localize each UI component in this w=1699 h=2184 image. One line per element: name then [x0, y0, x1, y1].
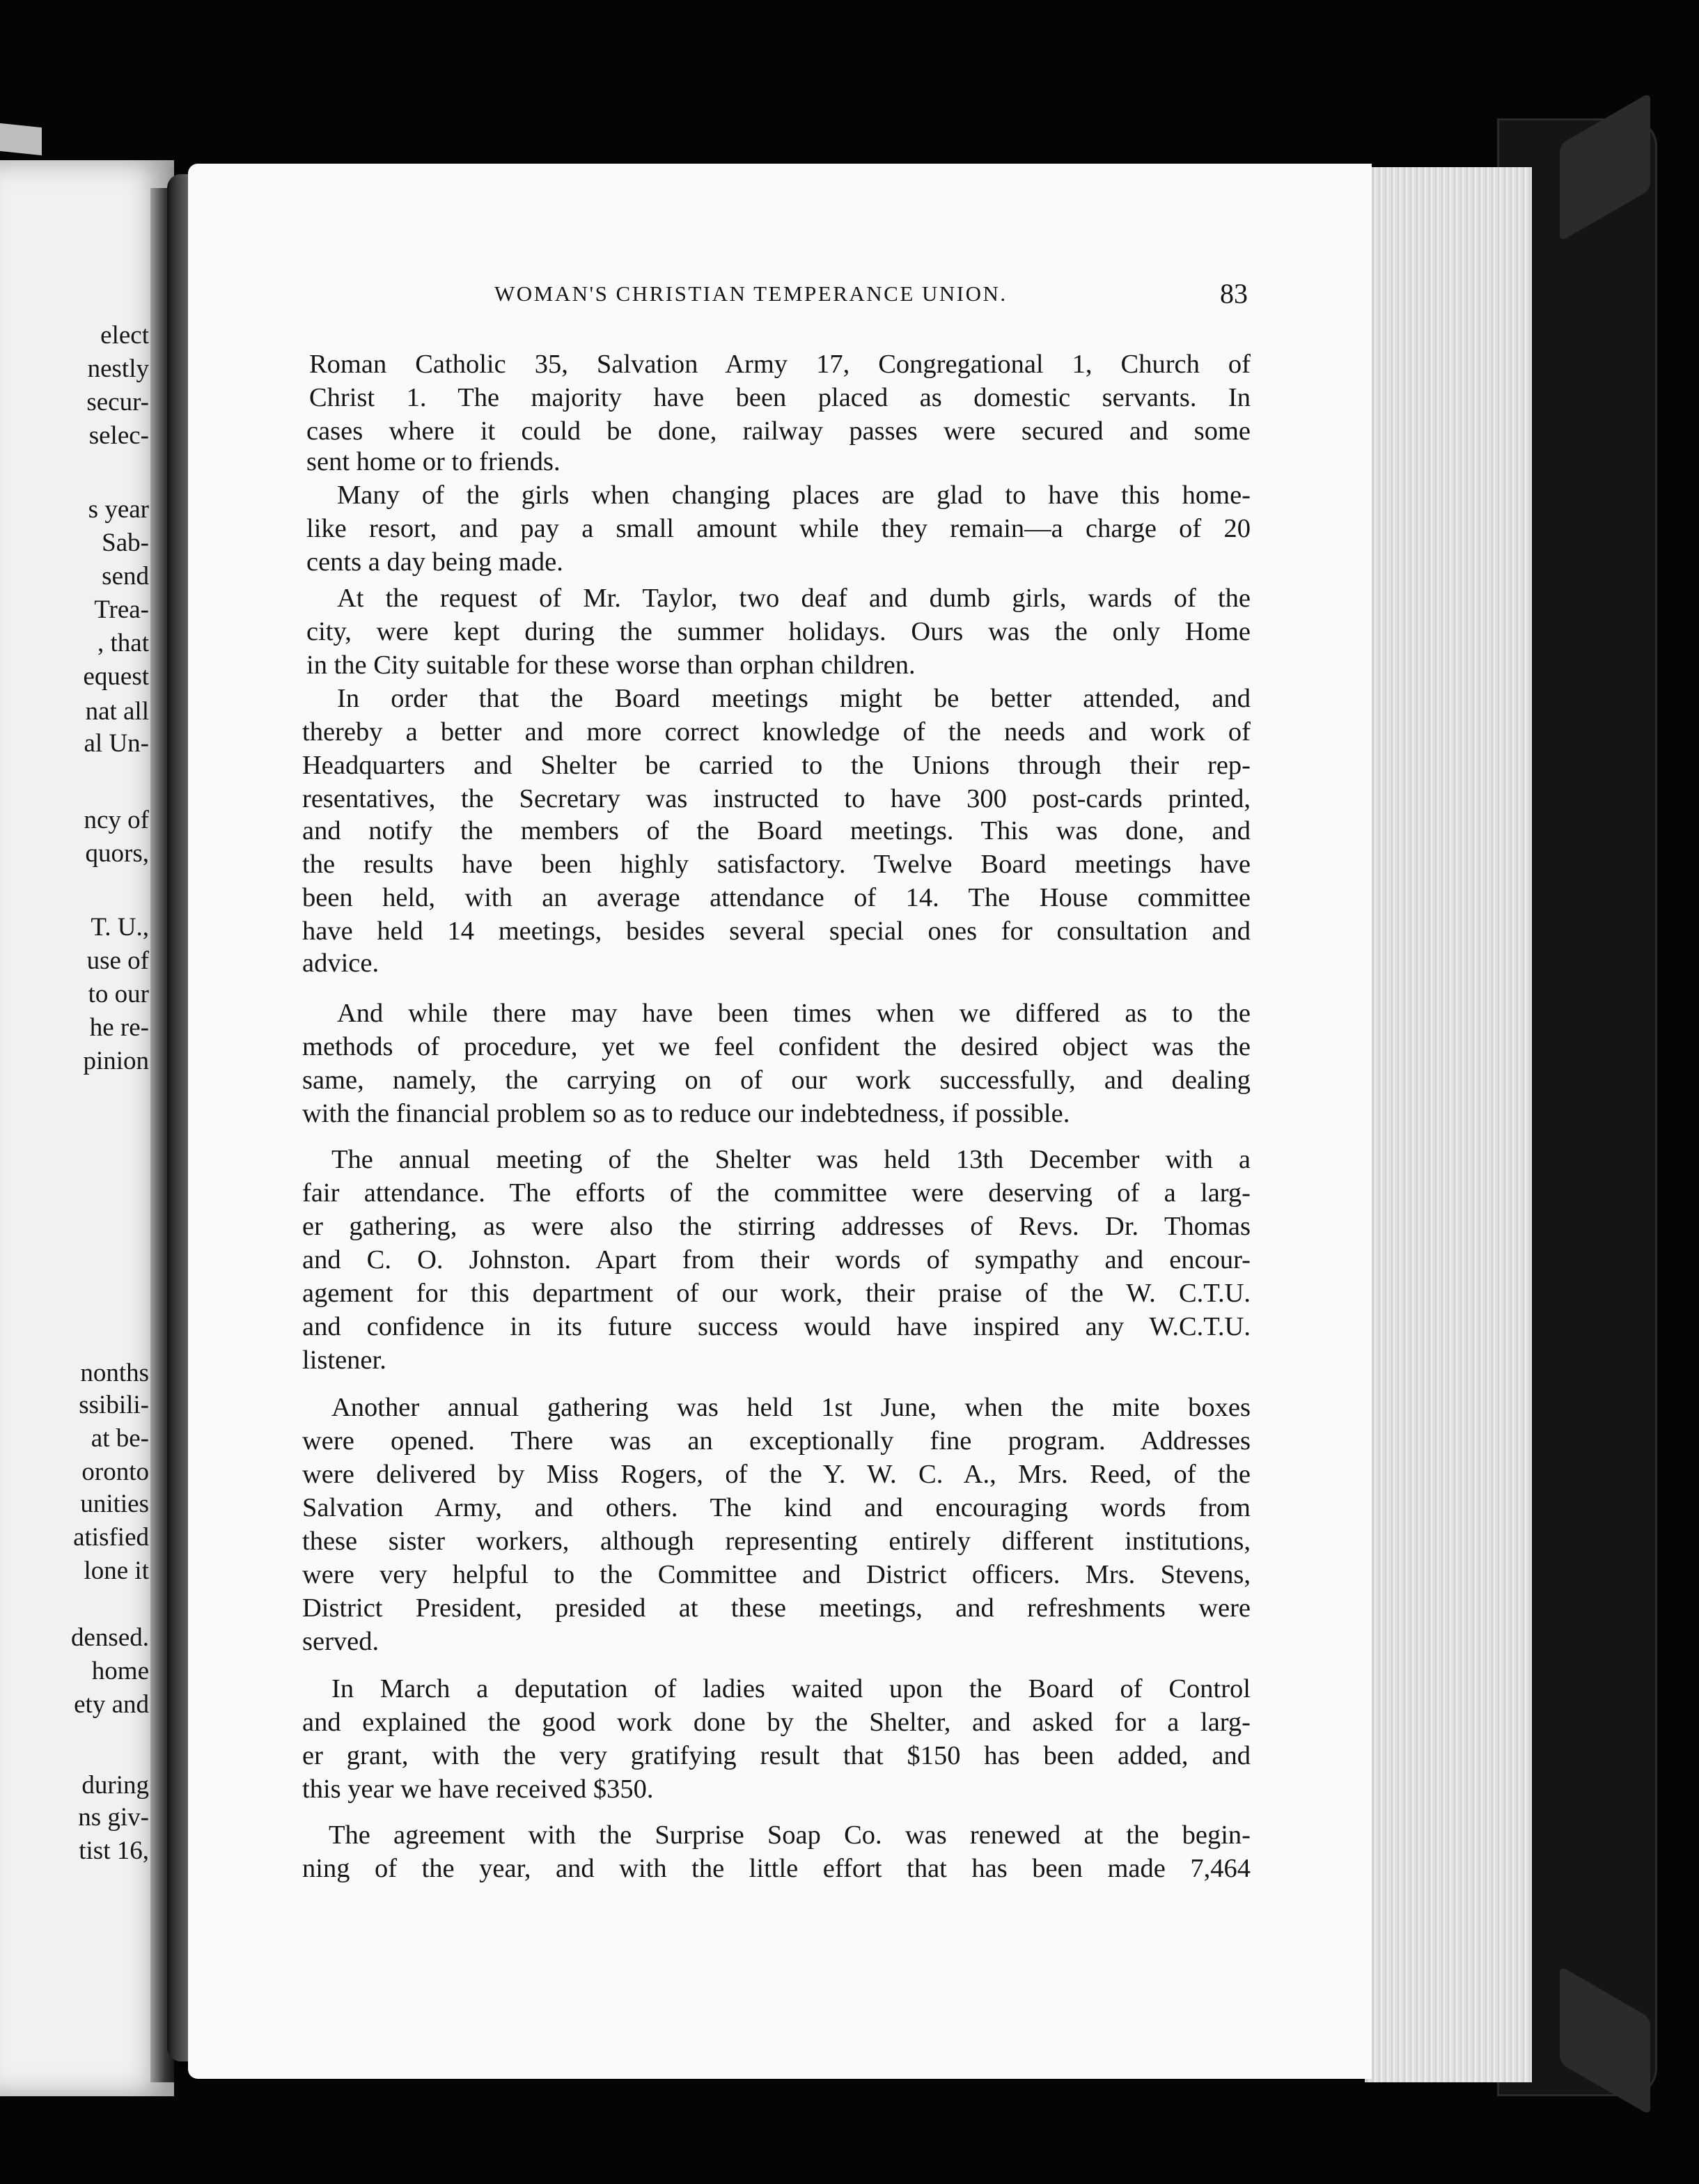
text-line: ning of the year, and with the little effort that has been made 7,464	[302, 1854, 1251, 1883]
text-line: listener.	[302, 1346, 386, 1375]
facing-page-line: , that	[97, 629, 149, 657]
text-line: er grant, with the very gratifying result that $150 has been added, and	[302, 1741, 1251, 1770]
text-line: cents a day being made.	[306, 547, 563, 577]
text-line: city, were kept during the summer holidays. Ours was the only Home	[306, 617, 1251, 646]
text-line: in the City suitable for these worse than orphan children.	[306, 650, 916, 680]
facing-page-line: ns giv-	[78, 1803, 149, 1832]
facing-page-line: densed.	[71, 1623, 149, 1652]
facing-page-line: use of	[86, 946, 149, 975]
page-number: 83	[1220, 278, 1248, 309]
text-line: and notify the members of the Board meetings. This was done, and	[302, 816, 1251, 845]
text-line: Another annual gathering was held 1st June, when the mite boxes	[331, 1393, 1251, 1422]
facing-page-line: s year	[88, 495, 149, 524]
text-line: sent home or to friends.	[306, 447, 561, 476]
text-line: cases where it could be done, railway passes were secured and some	[306, 416, 1251, 446]
text-line: In order that the Board meetings might be better attended, and	[337, 684, 1251, 713]
facing-page-line: home	[91, 1657, 149, 1685]
facing-page-line: al Un-	[84, 729, 149, 758]
facing-page-line: quors,	[85, 839, 149, 868]
text-line: served.	[302, 1627, 379, 1656]
text-line: thereby a better and more correct knowledge of the needs and work of	[302, 717, 1251, 747]
facing-page-line: send	[102, 562, 149, 591]
facing-page-line: atisfied	[73, 1523, 149, 1552]
text-line: Salvation Army, and others. The kind and encouraging words from	[302, 1493, 1251, 1522]
facing-page-line: pinion	[83, 1047, 149, 1075]
facing-page-line: oronto	[81, 1458, 149, 1486]
text-line: er gathering, as were also the stirring addresses of Revs. Dr. Thomas	[302, 1212, 1251, 1241]
facing-page-line: tist 16,	[79, 1836, 149, 1865]
text-line: same, namely, the carrying on of our work successfully, and dealing	[302, 1066, 1251, 1095]
facing-page-line: T. U.,	[91, 913, 149, 942]
text-line: and confidence in its future success would have inspired any W.C.T.U.	[302, 1312, 1251, 1341]
text-line: resentatives, the Secretary was instructed to have 300 post-cards printed,	[302, 784, 1251, 813]
text-line: were delivered by Miss Rogers, of the Y. W. C. A., Mrs. Reed, of the	[302, 1460, 1251, 1489]
facing-page-line: Trea-	[94, 595, 149, 624]
text-line: the results have been highly satisfactory. Twelve Board meetings have	[302, 850, 1251, 879]
facing-page-line: ncy of	[84, 806, 149, 834]
facing-page-line: at be-	[91, 1424, 149, 1453]
facing-page-line: secur-	[86, 388, 149, 416]
facing-page-line: ssibili-	[79, 1391, 149, 1419]
facing-page-line: ety and	[74, 1690, 149, 1719]
facing-page-line: he re-	[89, 1013, 149, 1042]
text-line: with the financial problem so as to reduce our indebtedness, if possible.	[302, 1099, 1070, 1128]
text-line: And while there may have been times when we differed as to the	[337, 999, 1251, 1028]
facing-page-line: nonths	[80, 1359, 149, 1387]
text-line: like resort, and pay a small amount while they remain—a charge of 20	[306, 514, 1251, 543]
text-line: Roman Catholic 35, Salvation Army 17, Congregational 1, Church of	[309, 350, 1251, 379]
text-line: this year we have received $350.	[302, 1774, 654, 1804]
text-line: District President, presided at these meetings, and refreshments were	[302, 1593, 1251, 1623]
text-line: The agreement with the Surprise Soap Co. was renewed at the begin-	[329, 1820, 1251, 1850]
running-title: WOMAN'S CHRISTIAN TEMPERANCE UNION.	[494, 281, 1008, 306]
text-line: methods of procedure, yet we feel confident the desired object was the	[302, 1032, 1251, 1061]
facing-page-line: equest	[83, 662, 149, 691]
text-line: have held 14 meetings, besides several special ones for consultation and	[302, 916, 1251, 946]
text-line: At the request of Mr. Taylor, two deaf and dumb girls, wards of the	[337, 584, 1251, 613]
facing-page-line: unities	[80, 1490, 149, 1518]
text-line: In March a deputation of ladies waited upon the Board of Control	[331, 1674, 1251, 1703]
facing-page-line: lone it	[84, 1557, 149, 1585]
text-line: fair attendance. The efforts of the committee were deserving of a larg-	[302, 1178, 1251, 1208]
text-line: The annual meeting of the Shelter was held 13th December with a	[331, 1145, 1251, 1174]
text-line: were opened. There was an exceptionally fine program. Addresses	[302, 1426, 1251, 1456]
text-line: agement for this department of our work, their praise of the W. C.T.U.	[302, 1279, 1251, 1308]
text-line: been held, with an average attendance of 14. The House committee	[302, 883, 1251, 912]
text-line: and explained the good work done by the Shelter, and asked for a larg-	[302, 1708, 1251, 1737]
facing-page-line: selec-	[88, 421, 149, 450]
facing-page-line: nat all	[85, 697, 149, 726]
facing-page-line: during	[81, 1771, 149, 1800]
text-line: were very helpful to the Committee and District officers. Mrs. Stevens,	[302, 1560, 1251, 1589]
text-line: advice.	[302, 949, 379, 978]
text-line: Many of the girls when changing places are glad to have this home-	[337, 481, 1251, 510]
text-line: Headquarters and Shelter be carried to the Unions through their rep-	[302, 751, 1251, 780]
text-line: these sister workers, although representing entirely different institutions,	[302, 1527, 1251, 1556]
text-line: Christ 1. The majority have been placed as domestic servants. In	[309, 383, 1251, 412]
facing-page-line: elect	[100, 321, 149, 350]
text-line: and C. O. Johnston. Apart from their words of sympathy and encour-	[302, 1245, 1251, 1274]
facing-page-line: nestly	[87, 354, 149, 383]
facing-page-line: Sab-	[102, 529, 149, 557]
facing-page-line: to our	[88, 980, 149, 1008]
